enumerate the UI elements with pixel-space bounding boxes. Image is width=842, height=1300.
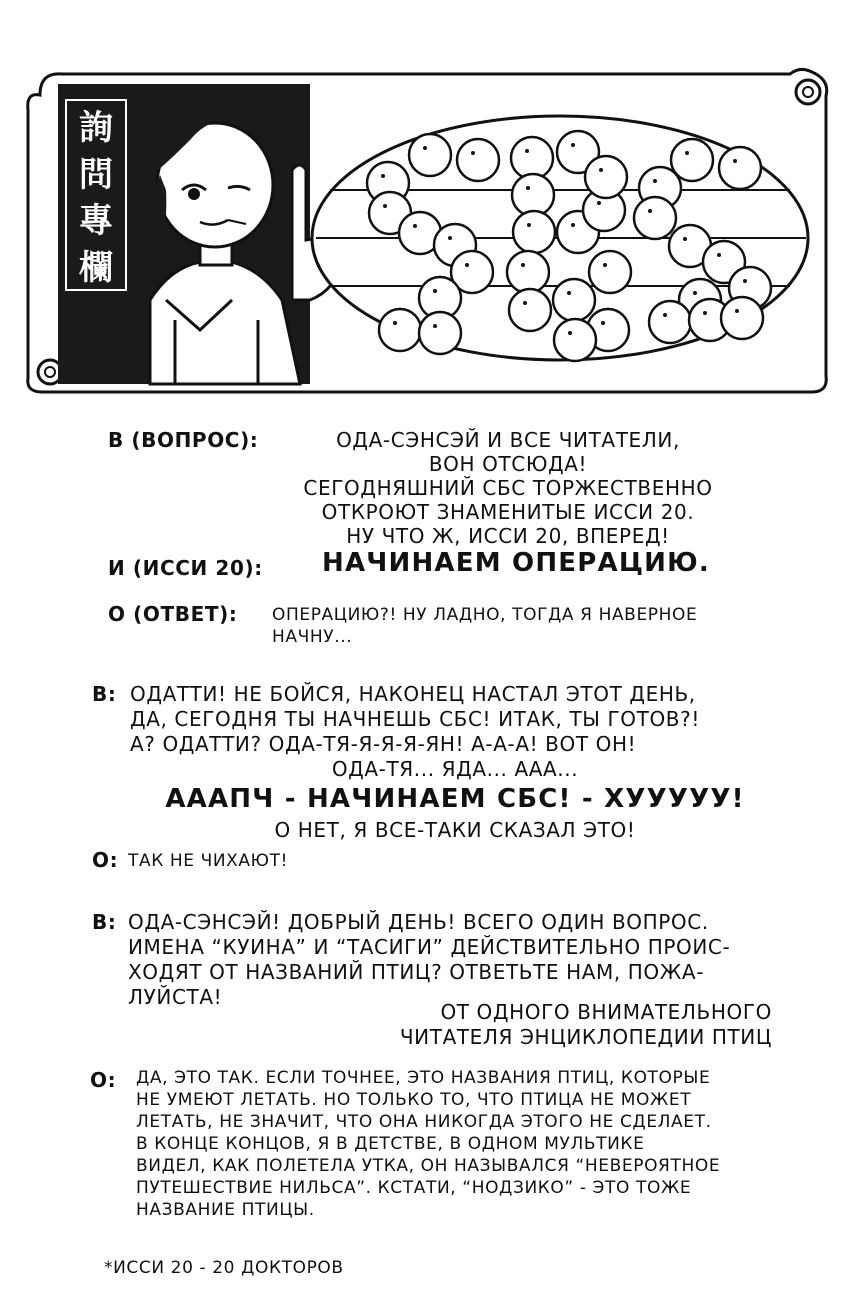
qa-line: НАЧНУ... [272,627,353,647]
orange-fruit [419,312,461,354]
qa-line: ТАК НЕ ЧИХАЮТ! [128,851,289,871]
footnote: *ИССИ 20 - 20 ДОКТОРОВ [104,1258,344,1278]
orange-fruit [513,211,555,253]
orange-fruit [457,139,499,181]
header-illustration [0,0,842,400]
orange-fruit [379,309,421,351]
column-title-char: 欄 [79,247,113,288]
qa-line: НАЧИНАЕМ ОПЕРАЦИЮ. [322,548,710,578]
qa-line: ОДА-ТЯ... ЯДА... ААА... [331,757,579,781]
orange-fruit [719,147,761,189]
qa-label: В: [92,682,117,706]
qa-line: ОТКРОЮТ ЗНАМЕНИТЫЕ ИССИ 20. [321,500,695,524]
orange-fruit [509,289,551,331]
qa-line-shout: АААПЧ - НАЧИНАЕМ СБС! - ХУУУУУ! [165,784,745,814]
orange-fruit [634,197,676,239]
corner-swirl-icon [796,80,820,104]
qa-label: О: [92,848,119,872]
qa-signature: ЧИТАТЕЛЯ ЭНЦИКЛОПЕДИИ ПТИЦ [399,1025,772,1049]
orange-fruit [721,297,763,339]
qa-line: ИМЕНА “КУИНА” И “ТАСИГИ” ДЕЙСТВИТЕЛЬНО ПРОИС- [128,935,731,959]
qa-line: ЛЕТАТЬ, НЕ ЗНАЧИТ, ЧТО ОНА НИКОГДА ЭТОГО НЕ СДЕЛАЕТ. [136,1112,712,1132]
qa-line: ДА, ЭТО ТАК. ЕСЛИ ТОЧНЕЕ, ЭТО НАЗВАНИЯ ПТИЦ, КОТОРЫЕ [136,1068,711,1088]
qa-line: ОДА-СЭНСЭЙ! ДОБРЫЙ ДЕНЬ! ВСЕГО ОДИН ВОПРОС. [128,910,709,934]
qa-label: В (ВОПРОС): [108,428,259,452]
qa-line: ХОДЯТ ОТ НАЗВАНИЙ ПТИЦ? ОТВЕТЬТЕ НАМ, ПОЖА- [128,960,705,984]
qa-line: ДА, СЕГОДНЯ ТЫ НАЧНЕШЬ СБС! ИТАК, ТЫ ГОТОВ?! [130,707,700,731]
orange-fruit [585,156,627,198]
qa-line: ОПЕРАЦИЮ?! НУ ЛАДНО, ТОГДА Я НАВЕРНОЕ [272,605,698,625]
orange-fruit [649,301,691,343]
column-title [72,108,120,288]
qa-line: А? ОДАТТИ? ОДА-ТЯ-Я-Я-Я-ЯН! А-А-А! ВОТ ОН! [130,732,637,756]
qa-label: В: [92,910,117,934]
oranges-sbs [367,131,771,361]
qa-line: ВОН ОТСЮДА! [428,452,588,476]
orange-fruit [507,251,549,293]
qa-label: О (ОТВЕТ): [108,602,238,626]
qa-label: И (ИССИ 20): [108,556,263,580]
qa-line: ВИДЕЛ, КАК ПОЛЕТЕЛА УТКА, ОН НАЗЫВАЛСЯ “НЕВЕРОЯТНОЕ [136,1156,721,1176]
qa-line: НУ ЧТО Ж, ИССИ 20, ВПЕРЕД! [346,524,670,548]
qa-label: О: [90,1068,117,1092]
orange-fruit [409,134,451,176]
qa-line: В КОНЦЕ КОНЦОВ, Я В ДЕТСТВЕ, В ОДНОМ МУЛЬТИКЕ [136,1134,645,1154]
qa-line: ОДА-СЭНСЭЙ И ВСЕ ЧИТАТЕЛИ, [336,428,680,452]
column-title-char: 專 [79,201,113,242]
orange-fruit [511,137,553,179]
qa-line: СЕГОДНЯШНИЙ СБС ТОРЖЕСТВЕННО [303,476,713,500]
qa-signature: ОТ ОДНОГО ВНИМАТЕЛЬНОГО [440,1000,772,1024]
qa-line: ПУТЕШЕСТВИЕ НИЛЬСА”. КСТАТИ, “НОДЗИКО” - ЭТО ТОЖЕ [136,1178,692,1198]
orange-fruit [554,319,596,361]
header-art [0,0,842,400]
orange-fruit [589,251,631,293]
qa-line: О НЕТ, Я ВСЕ-ТАКИ СКАЗАЛ ЭТО! [274,818,636,842]
qa-line: ЛУЙСТА! [128,985,223,1009]
column-title-char: 詢 [79,108,113,148]
qa-line: НЕ УМЕЮТ ЛЕТАТЬ. НО ТОЛЬКО ТО, ЧТО ПТИЦА НЕ МОЖЕТ [136,1090,692,1110]
orange-fruit [512,174,554,216]
column-title-char: 問 [79,154,113,195]
qa-line: НАЗВАНИЕ ПТИЦЫ. [136,1200,315,1220]
qa-line: ОДАТТИ! НЕ БОЙСЯ, НАКОНЕЦ НАСТАЛ ЭТОТ ДЕНЬ, [130,682,696,706]
orange-fruit [553,279,595,321]
